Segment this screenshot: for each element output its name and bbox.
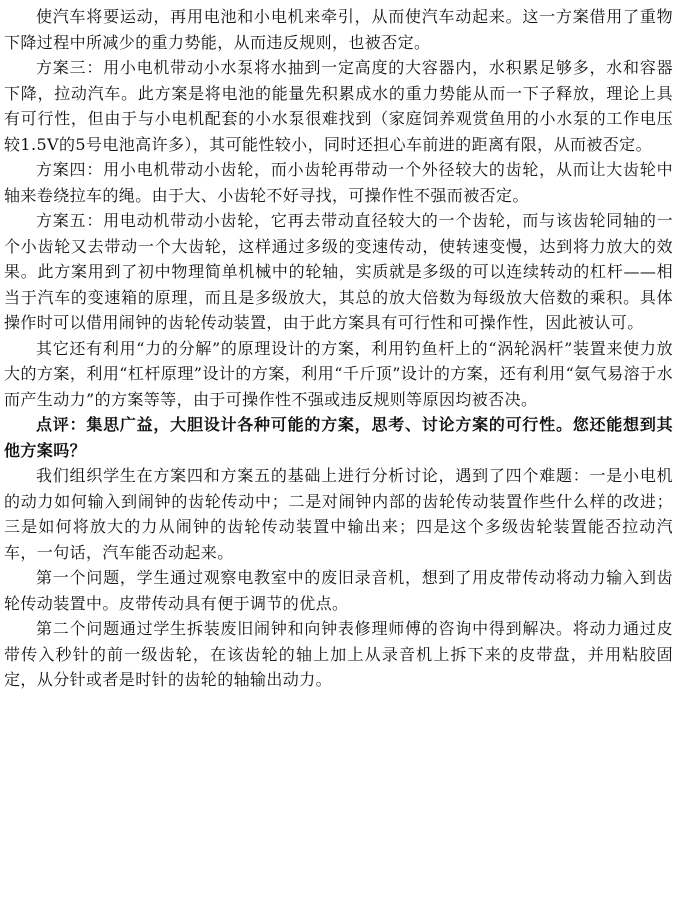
paragraph-commentary: 点评：集思广益，大胆设计各种可能的方案，思考、讨论方案的可行性。您还能想到其他方案吗？ bbox=[4, 415, 673, 460]
paragraph-scheme-five: 方案五：用电动机带动小齿轮，它再去带动直径较大的一个齿轮，而与该齿轮同轴的一个小齿轮又去带动一个大齿轮，这样通过多级的变速传动，使转速变慢，达到将力放大的效果。此方案用到了初中物理简单机械中的轮轴，实质就是多级的可以连续转动的杠杆——相当于汽车的变速箱的原理，而且是多级放大，其总的放大倍数为每级放大倍数的乘积。具体操作时可以借用闹钟的齿轮传动装置，由于此方案具有可行性和可操作性，因此被认可。 bbox=[4, 211, 673, 332]
paragraph-second-problem: 第二个问题通过学生拆装废旧闹钟和向钟表修理师傅的咨询中得到解决。将动力通过皮带传入秒针的前一级齿轮，在该齿轮的轴上加上从录音机上拆下来的皮带盘，并用粘胶固定，从分针或者是时针的齿轮的轴输出动力。 bbox=[4, 619, 673, 689]
paragraph-other-schemes: 其它还有利用“力的分解”的原理设计的方案，利用钓鱼杆上的“涡轮涡杆”装置来使力放大的方案，利用“杠杆原理”设计的方案，利用“千斤顶”设计的方案，还有利用“氨气易溶于水而产生动力”的方案等等，由于可操作性不强或违反规则等原因均被否决。 bbox=[4, 338, 673, 409]
paragraph-first-problem: 第一个问题，学生通过观察电教室中的废旧录音机，想到了用皮带传动将动力输入到齿轮传动装置中。皮带传动具有便于调节的优点。 bbox=[4, 568, 673, 613]
paragraph-continuation: 使汽车将要运动，再用电池和小电机来牵引，从而使汽车动起来。这一方案借用了重物下降过程中所减少的重力势能，从而违反规则，也被否定。 bbox=[4, 7, 673, 52]
paragraph-scheme-three: 方案三：用小电机带动小水泵将水抽到一定高度的大容器内，水积累足够多，水和容器下降，拉动汽车。此方案是将电池的能量先积累成水的重力势能从而一下子释放，理论上具有可行性，但由于与小电机配套的小水泵很难找到（家庭饲养观赏鱼用的小水泵的工作电压较1.5V的5号电池高许多），其可能性较小，同时还担心车前进的距离有限，从而被否定。 bbox=[4, 58, 673, 154]
paragraph-scheme-four: 方案四：用小电机带动小齿轮，而小齿轮再带动一个外径较大的齿轮，从而让大齿轮中轴来卷绕拉车的绳。由于大、小齿轮不好寻找，可操作性不强而被否定。 bbox=[4, 160, 673, 205]
paragraph-four-problems: 我们组织学生在方案四和方案五的基础上进行分析讨论，遇到了四个难题：一是小电机的动力如何输入到闹钟的齿轮传动中；二是对闹钟内部的齿轮传动装置作些什么样的改进；三是如何将放大的力从闹钟的齿轮传动装置中输出来；四是这个多级齿轮装置能否拉动汽车，一句话，汽车能否动起来。 bbox=[4, 466, 673, 562]
